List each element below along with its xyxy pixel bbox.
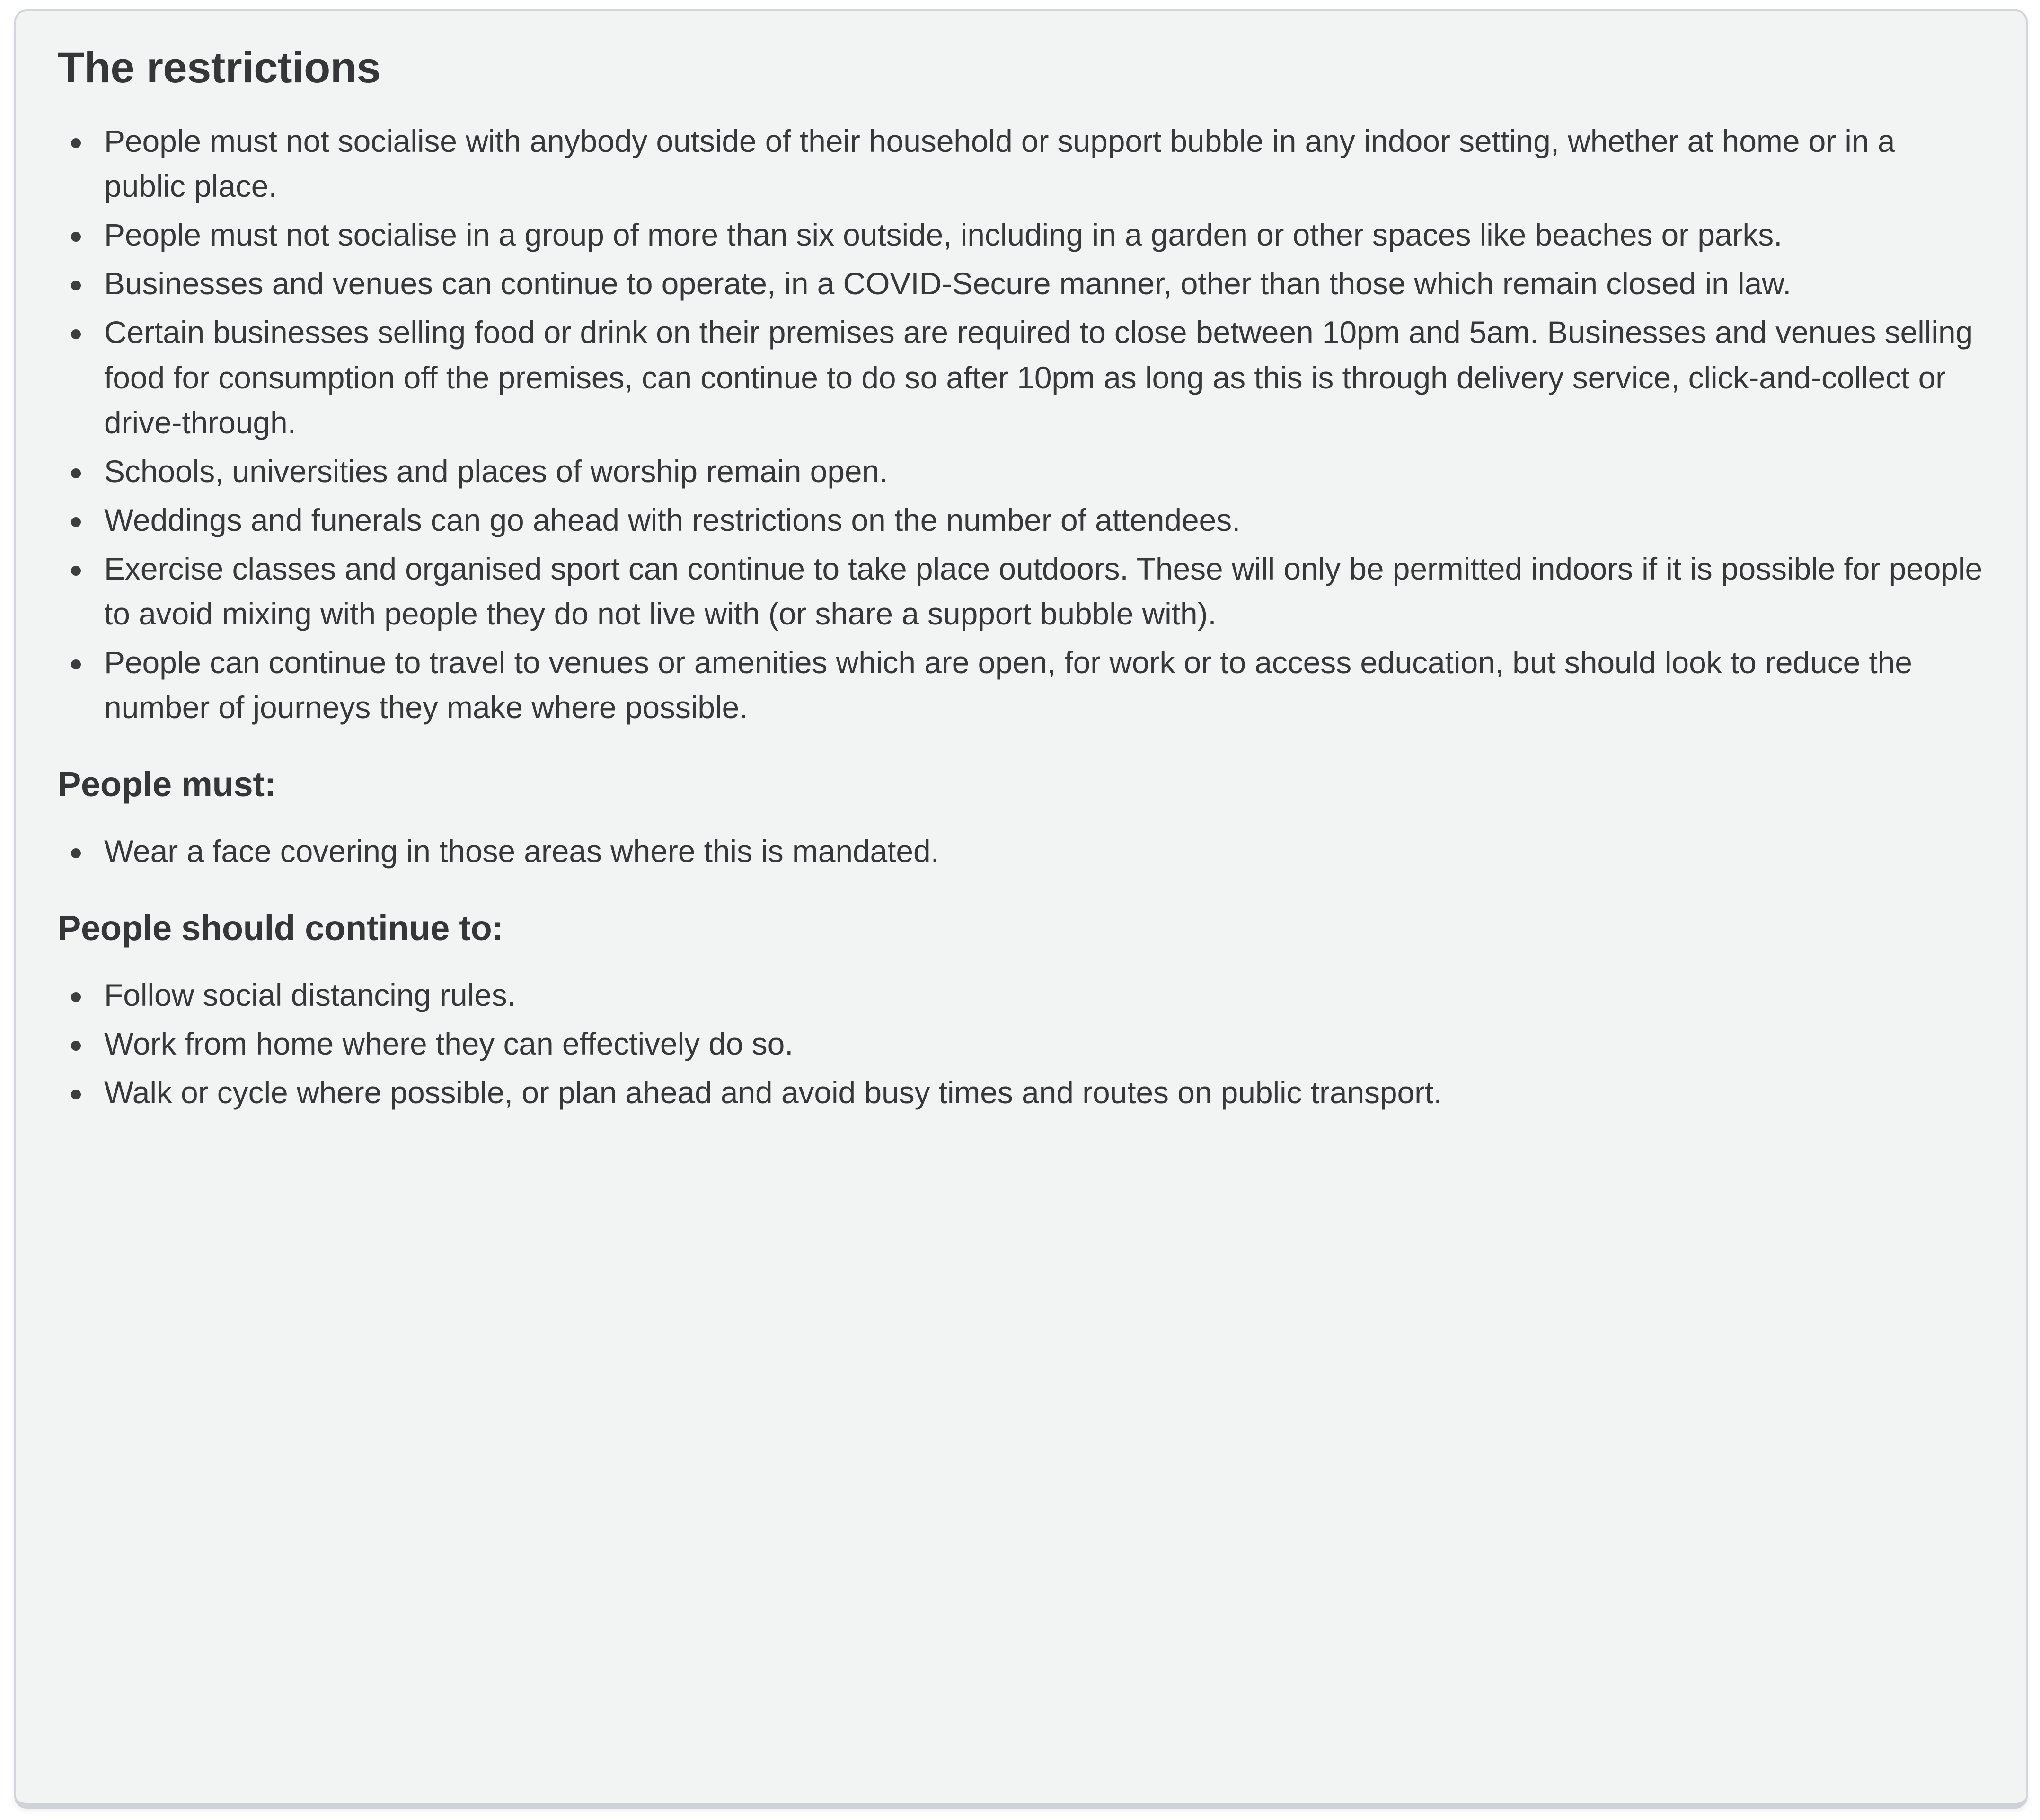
restrictions-list [58, 119, 1983, 730]
list-item: People must not socialise with anybody outside of their household or support bubble in any indoor setting, whether at home or in a public place. [58, 119, 1983, 209]
page-title: The restrictions [58, 44, 381, 92]
list-item: People can continue to travel to venues or amenities which are open, for work or to access education, but should look to reduce the number of journeys they make where possible. [58, 640, 1983, 730]
people-must-list [58, 829, 1983, 874]
list-item: Walk or cycle where possible, or plan ahead and avoid busy times and routes on public transport. [58, 1070, 1983, 1115]
list-item: People must not socialise in a group of more than six outside, including in a garden or other spaces like beaches or parks. [58, 212, 1983, 257]
section-heading-people-must: People must: [58, 764, 276, 804]
section-heading-people-should-continue: People should continue to: [58, 908, 503, 948]
list-item: Weddings and funerals can go ahead with restrictions on the number of attendees. [58, 498, 1983, 543]
list-item: Work from home where they can effectively do so. [58, 1021, 1983, 1066]
list-item: Wear a face covering in those areas where this is mandated. [58, 829, 1983, 874]
restrictions-card [14, 9, 2028, 1809]
people-should-continue-list [58, 973, 1983, 1115]
list-item: Certain businesses selling food or drink on their premises are required to close between 10pm and 5am. Businesses and venues selling food for consumption off the premises, can continue to do so after 10pm as long as this is through delivery service, click-and-collect or drive-through. [58, 310, 1983, 445]
list-item: Exercise classes and organised sport can continue to take place outdoors. These will only be permitted indoors if it is possible for people to avoid mixing with people they do not live with (or share a support bubble with). [58, 546, 1983, 636]
list-item: Businesses and venues can continue to operate, in a COVID-Secure manner, other than those which remain closed in law. [58, 261, 1983, 306]
list-item: Follow social distancing rules. [58, 973, 1983, 1018]
list-item: Schools, universities and places of worship remain open. [58, 449, 1983, 494]
